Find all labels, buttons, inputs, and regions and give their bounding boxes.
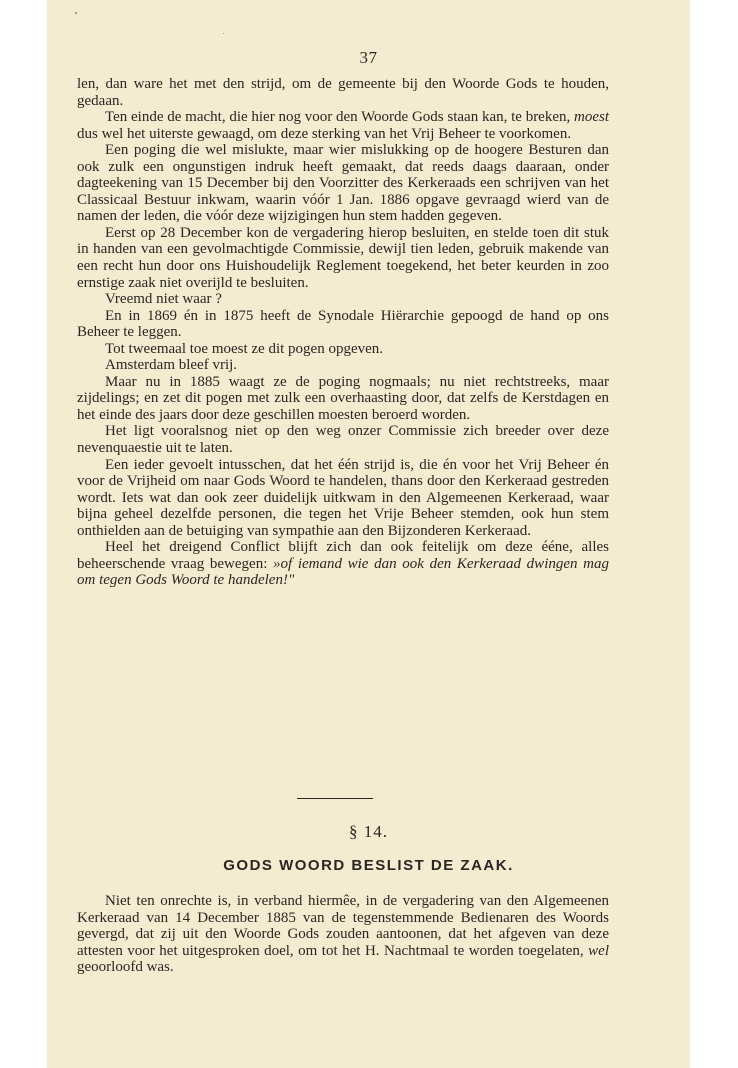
- italic-text: wel: [588, 942, 609, 959]
- paragraph: [77, 341, 609, 358]
- paragraph: [77, 423, 609, 456]
- text-run: Amsterdam bleef vrij.: [105, 357, 238, 374]
- text-run: Tot tweemaal toe moest ze dit pogen opgeven.: [105, 340, 384, 357]
- text-run: Niet ten onrechte is, in verband hiermêe, in de vergadering van den Algemeenen Kerkeraad van 14 December 1885 van de tegenstemmende Bedienaren des Woords gevergd, dat zij uit den Woorde Gods zouden aantoonen, dat het afgeven van deze attesten voor het uitgesproken doel, om tot het H. Nachtmaal te worden toegelaten,: [77, 893, 609, 959]
- text-run: Heel het dreigend Conflict blijft zich dan ook feitelijk om deze ééne, alles beheerschende vraag bewegen:: [77, 539, 609, 572]
- text-run: Een ieder gevoelt intusschen, dat het één strijd is, die én voor het Vrij Beheer én voor de Vrijheid om naar Gods Woord te handelen, thans door den Kerkeraad gestreden wordt. Iets wat dan ook zeer duidelijk uitkwam in den Algemeenen Kerkeraad, waar bijna geheel dezelfde personen, die tegen het Vrije Beheer stemden, ook hun stem onthielden aan de betuiging van sympathie aan den Bijzonderen Kerkeraad.: [77, 456, 609, 539]
- text-run: Ten einde de macht, die hier nog voor den Woorde Gods staan kan, te breken,: [105, 109, 574, 126]
- text-run: En in 1869 én in 1875 heeft de Synodale Hiërarchie gepoogd de hand op ons Beheer te leggen.: [77, 307, 609, 341]
- paragraph: [77, 142, 609, 225]
- paragraph: [77, 109, 609, 142]
- section-body-text: [77, 893, 609, 976]
- paragraph: [77, 357, 609, 374]
- section-divider: [297, 798, 373, 799]
- paragraph: [77, 225, 609, 291]
- paragraph: [77, 291, 609, 308]
- italic-text: »of iemand wie dan ook den Kerkeraad dwingen mag om tegen Gods Woord te handelen!": [77, 555, 609, 589]
- paragraph: [77, 374, 609, 424]
- text-run: geoorloofd was.: [77, 959, 174, 976]
- paragraph: [77, 893, 609, 976]
- text-run: Maar nu in 1885 waagt ze de poging nogmaals; nu niet rechtstreeks, maar zijdelings; en zet dit pogen met zulk een overhaasting door, dat zelfs de Kerstdagen en het einde des jaars door deze geschillen moesten beroerd worden.: [77, 373, 609, 423]
- italic-text: moest: [574, 109, 609, 126]
- text-run: Vreemd niet waar ?: [105, 291, 222, 308]
- text-run: dus wel het uiterste gewaagd, om deze sterking van het Vrij Beheer te voorkomen.: [77, 125, 572, 142]
- paragraph: [77, 76, 609, 109]
- section-title: GODS WOORD BESLIST DE ZAAK.: [223, 857, 514, 874]
- paper-speck: [223, 33, 224, 34]
- section-number: § 14.: [349, 822, 388, 841]
- text-run: Eerst op 28 December kon de vergadering hierop besluiten, en stelde toen dit stuk in handen van een gevolmachtigde Commissie, dewijl tien leden, gebruik makende van een recht hun door ons Huishoudelijk Reglement toegekend, het beter keurden in zoo ernstige zaak niet overijld te besluiten.: [77, 224, 609, 291]
- paragraph: [77, 539, 609, 589]
- paragraph: [77, 457, 609, 540]
- book-page: [47, 0, 690, 1068]
- paper-speck: [75, 12, 77, 14]
- page-number: 37: [359, 48, 378, 67]
- paragraph: [77, 308, 609, 341]
- text-run: Het ligt vooralsnog niet op den weg onzer Commissie zich breeder over deze nevenquaestie uit te laten.: [77, 423, 609, 457]
- body-text: [77, 76, 609, 589]
- text-run: Een poging die wel mislukte, maar wier mislukking op de hoogere Besturen dan ook zulk een ongunstigen indruk heeft gemaakt, dat reeds daags daaraan, onder dagteekening van 15 December bij den Voorzitter des Kerkeraads een schrijven van het Classicaal Bestuur inkwam, waarin vóór 1 Jan. 1886 opgave gevraagd wierd van de namen der leden, die vóór deze wijzigingen hun stem hadden gegeven.: [77, 142, 609, 225]
- text-run: len, dan ware het met den strijd, om de gemeente bij den Woorde Gods te houden, gedaan.: [77, 76, 609, 109]
